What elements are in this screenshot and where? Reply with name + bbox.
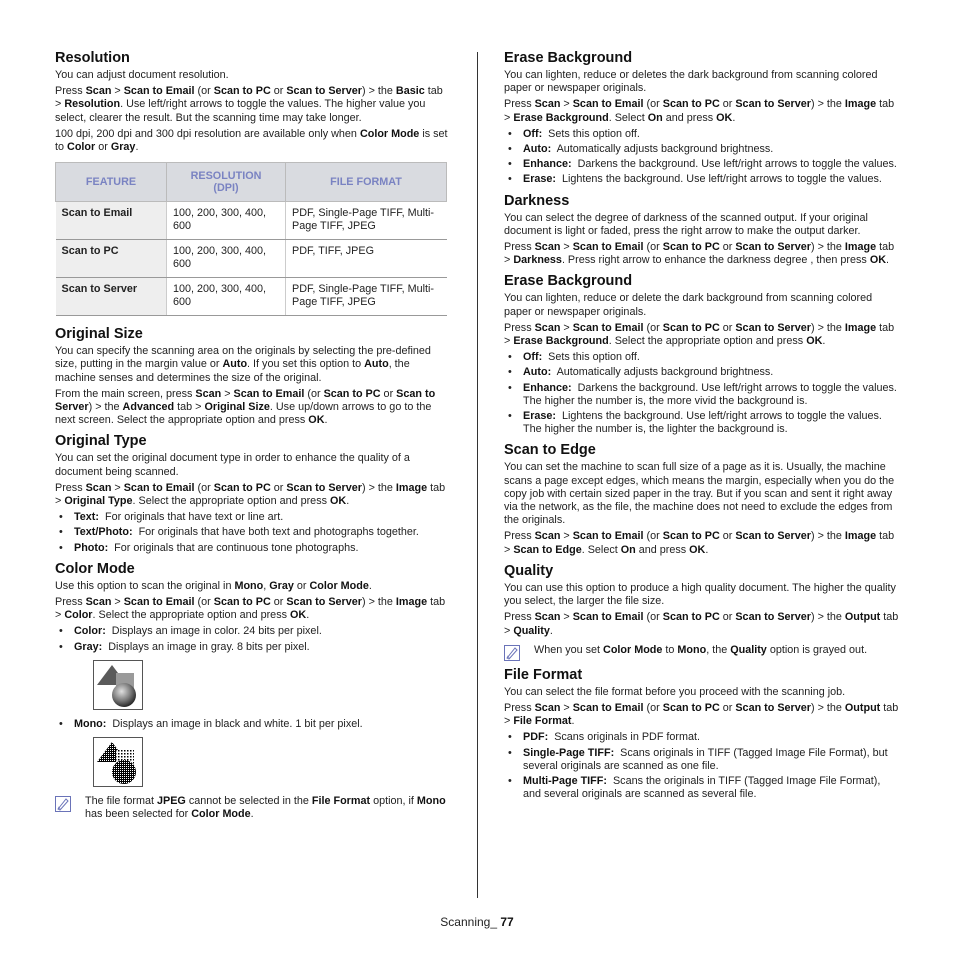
section-file-format — [504, 667, 899, 802]
paragraph: You can lighten, reduce or delete the dark background from scanning colored paper or newspaper originals. — [504, 292, 873, 318]
list-item: • Erase: Lightens the background. Use left/right arrows to toggle the values. — [504, 173, 899, 186]
section-title: Scan to Edge — [504, 442, 596, 459]
paragraph: Press Scan > Scan to Email (or Scan to PC or Scan to Server) > the Output tab > File Format. — [504, 701, 899, 728]
section-quality — [504, 563, 899, 661]
paragraph: You can select the file format before you proceed with the scanning job. — [504, 685, 846, 698]
list-item: • Mono: Displays an image in black and white. 1 bit per pixel. — [55, 718, 450, 731]
list-item: • Multi-Page TIFF: Scans the originals in TIFF (Tagged Image File Format), and several originals are scanned as several file. — [504, 775, 899, 801]
list-item: • Color: Displays an image in color. 24 bits per pixel. — [55, 625, 450, 638]
bullet-list — [504, 128, 899, 187]
list-item: • Single-Page TIFF: Scans originals in TIFF (Tagged Image File Format), but several originals are scanned as one file. — [504, 747, 899, 773]
page-footer — [0, 915, 954, 929]
list-item: • Enhance: Darkens the background. Use left/right arrows to toggle the values. — [504, 158, 899, 171]
section-title: Darkness — [504, 192, 570, 209]
note-quality-mono — [504, 644, 899, 661]
paragraph: Press Scan > Scan to Email (or Scan to PC or Scan to Server) > the Basic tab > Resolution. Use left/right arrows to toggle the values. The higher value you select, clearer the result. But the scanning time may take longer. — [55, 85, 443, 124]
list-item: • Text: For originals that have text or line art. — [55, 511, 450, 524]
list-item: • Gray: Displays an image in gray. 8 bits per pixel. — [55, 641, 450, 654]
table-cell: PDF, Single-Page TIFF, Multi-Page TIFF, JPEG — [286, 202, 447, 240]
section-original-size — [55, 326, 450, 427]
section-title: Original Size — [55, 326, 143, 343]
paragraph: From the main screen, press Scan > Scan to Email (or Scan to PC or Scan to Server) > the Advanced tab > Original Size. Use up/down arrows to go to the next screen. Select the appropriate option and press OK. — [55, 387, 436, 427]
paragraph: You can select the degree of darkness of the scanned output. If your original document is light or faded, press the right arrow to make the output darker. — [504, 211, 868, 237]
table-cell: PDF, Single-Page TIFF, Multi-Page TIFF, JPEG — [286, 278, 447, 316]
note-text: When you set Color Mode to Mono, the Quality option is grayed out. — [534, 643, 868, 656]
paragraph: You can set the original document type in order to enhance the quality of a document being scanned. — [55, 452, 410, 478]
paragraph: Press Scan > Scan to Email (or Scan to PC or Scan to Server) > the Image tab > Original Type. Select the appropriate option and press OK. — [55, 481, 446, 508]
section-title: Quality — [504, 562, 554, 579]
table-cell: Scan to Server — [56, 278, 167, 316]
paragraph: 100 dpi, 200 dpi and 300 dpi resolution are available only when Color Mode is set to Color or Gray. — [55, 127, 448, 154]
bullet-list — [55, 511, 450, 555]
paragraph: You can adjust document resolution. — [55, 69, 229, 81]
table-cell: Scan to PC — [56, 240, 167, 278]
table-cell: PDF, TIFF, JPEG — [286, 240, 447, 278]
paragraph: You can use this option to produce a high quality document. The higher the quality you select, the larger the file size. — [504, 581, 896, 608]
section-title: Erase Background — [504, 50, 633, 66]
note-text: The file format JPEG cannot be selected in the File Format option, if Mono has been selected for Color Mode. — [85, 795, 446, 821]
section-title: File Format — [504, 666, 583, 683]
section-title: Erase Background — [504, 273, 633, 290]
section-erase-background-2 — [504, 273, 899, 436]
table-header: FILE FORMAT — [286, 163, 447, 202]
paragraph: You can set the machine to scan full size of a page as it is. Usually, the machine scans a page except edges, which means the margin, especially when you do the copy job with certain sized paper in the tray. But if you scan and sent it right away via the network, as the file, the machine does not need to exclude the edges from the originals. — [504, 461, 895, 527]
left-column — [55, 50, 450, 827]
list-item: • PDF: Scans originals in PDF format. — [504, 731, 899, 744]
page-number: 77 — [500, 915, 514, 929]
paragraph: Press Scan > Scan to Email (or Scan to PC or Scan to Server) > the Image tab > Darkness. Press right arrow to enhance the darkness degree , then press OK. — [504, 241, 895, 267]
bullet-list — [55, 718, 450, 731]
list-item: • Photo: For originals that are continuous tone photographs. — [55, 542, 450, 555]
note-icon — [504, 645, 520, 661]
right-column — [504, 50, 899, 807]
paragraph: Press Scan > Scan to Email (or Scan to PC or Scan to Server) > the Image tab > Color. Select the appropriate option and press OK. — [55, 596, 446, 622]
table-row — [56, 278, 447, 316]
section-original-type — [55, 433, 450, 554]
bullet-list — [504, 731, 899, 801]
list-item: • Off: Sets this option off. — [504, 351, 899, 364]
table-header: FEATURE — [56, 163, 167, 202]
section-title: Original Type — [55, 433, 147, 450]
note-jpeg-mono — [55, 795, 450, 821]
paragraph: Use this option to scan the original in Mono, Gray or Color Mode. — [55, 579, 372, 592]
section-title: Resolution — [55, 50, 130, 66]
paragraph: You can specify the scanning area on the originals by selecting the pre-defined size, putting in the margin value or Auto. If you set this option to Auto, the machine senses and determines the size of the original. — [55, 345, 431, 384]
list-item: • Auto: Automatically adjusts background brightness. — [504, 366, 899, 379]
footer-label: Scanning_ — [440, 915, 501, 929]
resolution-table — [55, 162, 447, 316]
column-divider — [477, 52, 478, 898]
mono-sample-image — [93, 737, 143, 787]
bullet-list — [504, 351, 899, 436]
table-cell: 100, 200, 300, 400, 600 — [167, 202, 286, 240]
section-color-mode — [55, 561, 450, 822]
table-header: RESOLUTION (DPI) — [167, 163, 286, 202]
section-resolution — [55, 50, 450, 316]
paragraph: Press Scan > Scan to Email (or Scan to PC or Scan to Server) > the Image tab > Erase Background. Select the appropriate option and press OK. — [504, 321, 895, 348]
table-cell: 100, 200, 300, 400, 600 — [167, 240, 286, 278]
note-icon — [55, 796, 71, 812]
section-erase-background-1 — [504, 50, 899, 187]
table-row — [56, 202, 447, 240]
paragraph: Press Scan > Scan to Email (or Scan to PC or Scan to Server) > the Image tab > Scan to Edge. Select On and press OK. — [504, 530, 895, 556]
table-cell: 100, 200, 300, 400, 600 — [167, 278, 286, 316]
list-item: • Enhance: Darkens the background. Use left/right arrows to toggle the values. The higher the number is, the more vivid the background is. — [504, 382, 899, 408]
list-item: • Auto: Automatically adjusts background brightness. — [504, 143, 899, 156]
section-scan-to-edge — [504, 442, 899, 556]
list-item: • Text/Photo: For originals that have both text and photographs together. — [55, 526, 450, 539]
bullet-list — [55, 625, 450, 653]
paragraph: Press Scan > Scan to Email (or Scan to PC or Scan to Server) > the Image tab > Erase Background. Select On and press OK. — [504, 98, 895, 124]
paragraph: Press Scan > Scan to Email (or Scan to PC or Scan to Server) > the Output tab > Quality. — [504, 611, 899, 637]
section-darkness — [504, 193, 899, 268]
paragraph: You can lighten, reduce or deletes the dark background from scanning colored paper or newspaper originals. — [504, 69, 878, 95]
list-item: • Off: Sets this option off. — [504, 128, 899, 141]
gray-sample-image — [93, 660, 143, 710]
section-title: Color Mode — [55, 560, 135, 577]
list-item: • Erase: Lightens the background. Use left/right arrows to toggle the values. The higher the number is, the lighter the background is. — [504, 410, 899, 436]
table-cell: Scan to Email — [56, 202, 167, 240]
table-row — [56, 240, 447, 278]
